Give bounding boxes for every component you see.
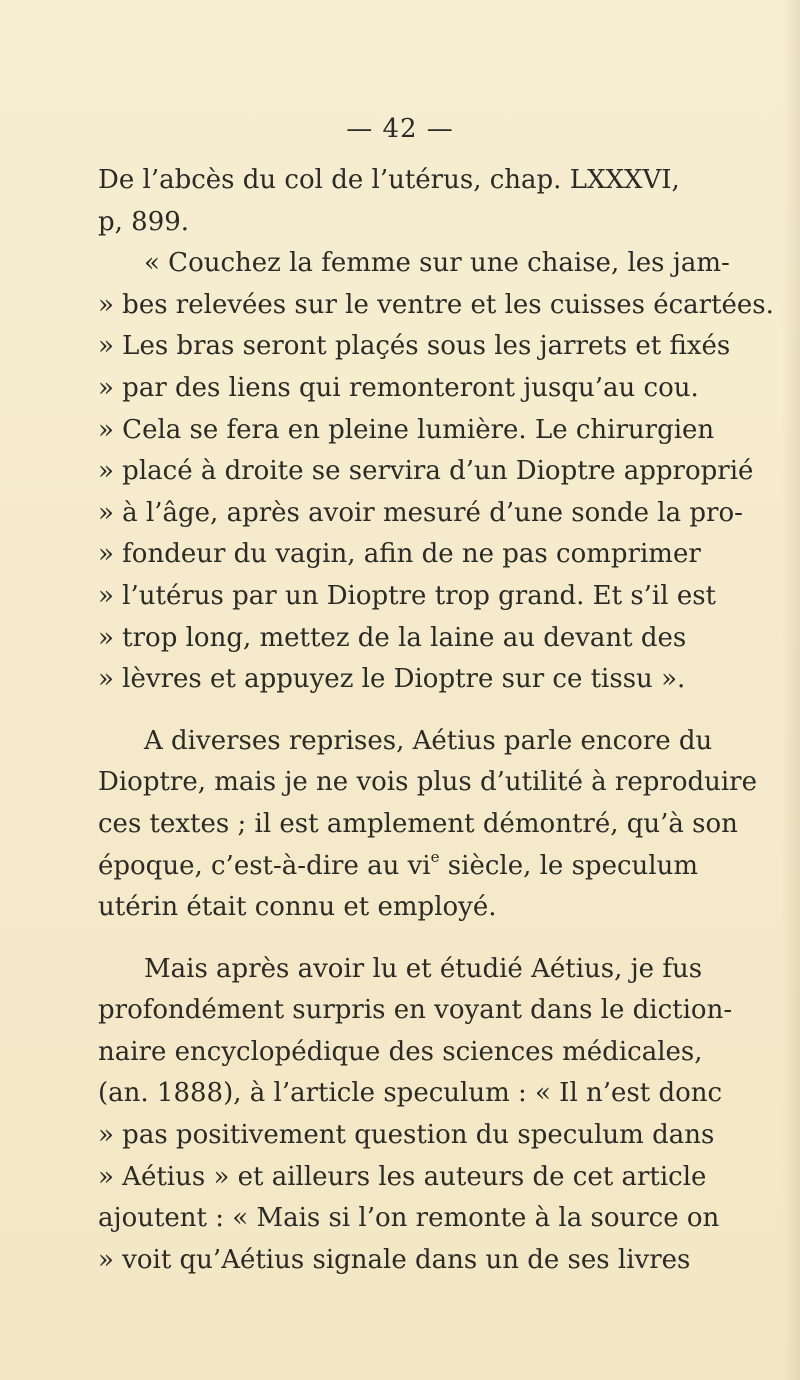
text-line [98,285,774,327]
page-number: — 42 — [346,114,454,144]
line-text: » bes relevées sur le ventre et les cuisses écartées. [98,289,774,320]
line-text: naire encyclopédique des sciences médicales, [98,1036,703,1067]
line-text: Dioptre, mais je ne vois plus d’utilité à reproduire [98,767,757,798]
line-text: profondément surpris en voyant dans le diction- [98,995,733,1026]
text-line [98,762,757,804]
text-line [98,576,716,618]
text-line [98,1073,723,1115]
text-line [98,1240,710,1282]
line-text: » Les bras seront plaçés sous les jarrets et fixés [98,331,731,362]
line-text: » pas positivement question du speculum dans [98,1120,715,1151]
line-text: » trop long, mettez de la laine au devant des [98,622,687,653]
text-line [98,1198,720,1240]
text-line [98,243,730,285]
line-text: p, 899. [98,206,190,237]
line-text: » Cela se fera en pleine lumière. Le chirurgien [98,414,715,445]
page-edge-shadow [782,0,800,1380]
line-text: « Couchez la femme sur une chaise, les jam- [144,248,730,279]
line-text: » fondeur du vagin, afin de ne pas comprimer [98,539,701,570]
line-text: » Aétius » et ailleurs les auteurs de cet article [98,1161,707,1192]
line-text: » l’utérus par un Dioptre trop grand. Et s’il est [98,580,716,611]
text-line [98,618,710,660]
line-text: » par des liens qui remonteront jusqu’au cou. [98,372,699,403]
line-text: (an. 1888), à l’article speculum : « Il n’est donc [98,1078,723,1109]
line-text-part: siècle, le speculum [439,850,698,881]
text-line [98,534,710,576]
text-line [98,846,710,888]
text-line [98,326,731,368]
line-text: De l’abcès du col de l’utérus, chap. LXXXVI, [98,165,680,195]
line-text: A diverses reprises, Aétius parle encore du [144,725,713,756]
text-line [98,990,733,1032]
body-text [98,160,774,1281]
text-line [98,1032,710,1074]
text-line [98,451,754,493]
text-line [98,368,710,410]
line-text [98,846,698,888]
line-text: » placé à droite se servira d’un Dioptre approprié [98,456,754,487]
text-line [98,160,710,202]
text-line [98,887,710,929]
text-line [98,721,713,763]
line-text-part: époque, c’est-à-dire au vi [98,850,431,881]
line-text: utérin était connu et employé. [98,892,497,923]
text-line [98,410,715,452]
text-line [98,1157,710,1199]
line-text: ajoutent : « Mais si l’on remonte à la source on [98,1203,720,1234]
superscript: e [430,847,440,866]
text-line [98,1115,715,1157]
text-line [98,659,710,701]
text-line [98,202,710,244]
text-line [98,949,710,991]
line-text: » voit qu’Aétius signale dans un de ses livres [98,1244,691,1275]
line-text: » à l’âge, après avoir mesuré d’une sonde la pro- [98,497,743,528]
line-text: Mais après avoir lu et étudié Aétius, je fus [144,953,703,984]
text-line [98,804,738,846]
line-text: ces textes ; il est amplement démontré, qu’à son [98,808,738,839]
text-line [98,493,743,535]
line-text: » lèvres et appuyez le Dioptre sur ce tissu ». [98,664,686,695]
